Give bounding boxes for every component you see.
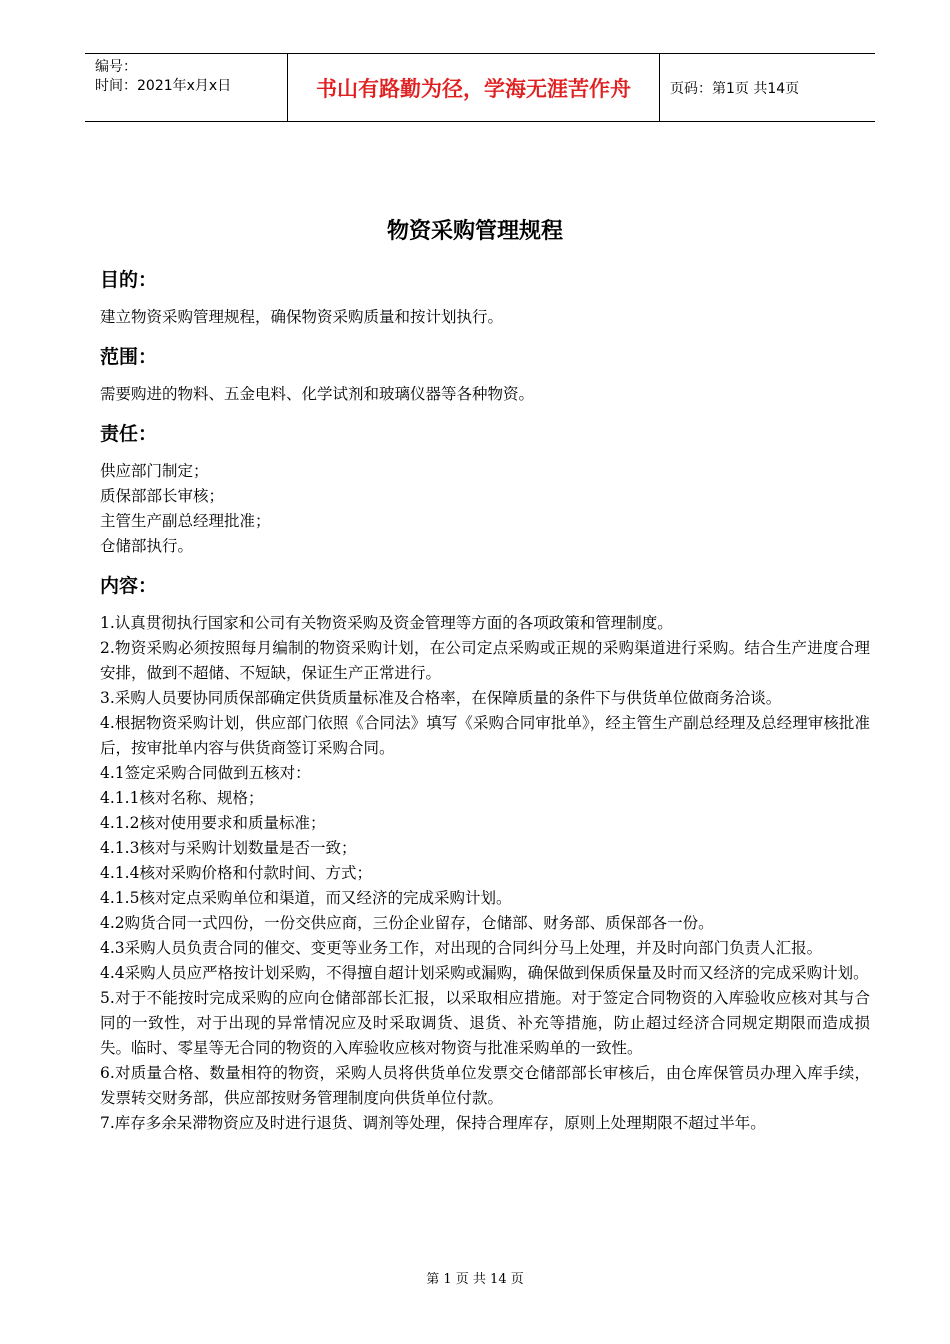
responsibility-heading: 责任： bbox=[100, 423, 158, 445]
content-item: 4.1.1核对名称、规格； bbox=[100, 789, 264, 807]
header-motto: 书山有路勤为径，学海无涯苦作舟 bbox=[287, 54, 660, 121]
content-item: 4.1.4核对采购价格和付款时间、方式； bbox=[100, 864, 372, 882]
responsibility-item: 仓储部执行。 bbox=[100, 537, 194, 555]
responsibility-item: 质保部部长审核； bbox=[100, 487, 225, 505]
content-item: 6.对质量合格、数量相符的物资，采购人员将供货单位发票交仓储部部长审核后，由仓库保管员办理入库手续，发票转交财务部，供应部按财务管理制度向供货单位付款。 bbox=[100, 1064, 870, 1107]
content-item: 4.1签定采购合同做到五核对： bbox=[100, 764, 311, 782]
document-number-label: 编号： bbox=[95, 59, 137, 75]
content-item: 5.对于不能按时完成采购的应向仓储部部长汇报，以采取相应措施。对于签定合同物资的入库验收应核对其与合同的一致性，对于出现的异常情况应及时采取调货、退货、补充等措施，防止超过经济合同规定期限而造成损失。临时、零星等无合同的物资的入库验收应核对物资与批准采购单的一致性。 bbox=[100, 989, 870, 1057]
content-item: 7.库存多余呆滞物资应及时进行退货、调剂等处理，保持合理库存，原则上处理期限不超过半年。 bbox=[100, 1114, 766, 1132]
purpose-heading: 目的： bbox=[100, 269, 158, 291]
document-time-label: 时间：2021年x月x日 bbox=[95, 78, 232, 94]
content-item: 2.物资采购必须按照每月编制的物资采购计划，在公司定点采购或正规的采购渠道进行采购。结合生产进度合理安排，做到不超储、不短缺，保证生产正常进行。 bbox=[100, 639, 870, 682]
content-item: 1.认真贯彻执行国家和公司有关物资采购及资金管理等方面的各项政策和管理制度。 bbox=[100, 614, 673, 632]
content-item: 4.4采购人员应严格按计划采购，不得擅自超计划采购或漏购，确保做到保质保量及时而又经济的完成采购计划。 bbox=[100, 964, 869, 982]
scope-heading: 范围： bbox=[100, 346, 158, 368]
content-item: 4.1.2核对使用要求和质量标准； bbox=[100, 814, 326, 832]
responsibility-item: 主管生产副总经理批准； bbox=[100, 512, 271, 530]
scope-text: 需要购进的物料、五金电料、化学试剂和玻璃仪器等各种物资。 bbox=[100, 385, 535, 403]
content-item: 4.根据物资采购计划，供应部门依照《合同法》填写《采购合同审批单》，经主管生产副总经理及总经理审核批准后，按审批单内容与供货商签订采购合同。 bbox=[100, 714, 870, 757]
content-item: 4.2购货合同一式四份，一份交供应商，三份企业留存，仓储部、财务部、质保部各一份。 bbox=[100, 914, 714, 932]
content-item: 4.1.3核对与采购计划数量是否一致； bbox=[100, 839, 357, 857]
page-header bbox=[85, 53, 875, 122]
purpose-text: 建立物资采购管理规程，确保物资采购质量和按计划执行。 bbox=[100, 308, 504, 326]
content-item: 4.1.5核对定点采购单位和渠道，而又经济的完成采购计划。 bbox=[100, 889, 512, 907]
document-body bbox=[100, 265, 870, 1136]
responsibility-item: 供应部门制定； bbox=[100, 462, 209, 480]
content-item: 4.3采购人员负责合同的催交、变更等业务工作，对出现的合同纠分马上处理，并及时向部门负责人汇报。 bbox=[100, 939, 823, 957]
content-item: 3.采购人员要协同质保部确定供货质量标准及合格率，在保障质量的条件下与供货单位做商务洽谈。 bbox=[100, 689, 782, 707]
document-title: 物资采购管理规程 bbox=[386, 219, 563, 244]
header-meta bbox=[85, 54, 287, 121]
page-footer: 第 1 页 共 14 页 bbox=[426, 1272, 524, 1287]
header-page-info: 页码：第1页 共14页 bbox=[670, 80, 800, 97]
content-heading: 内容： bbox=[100, 575, 158, 597]
